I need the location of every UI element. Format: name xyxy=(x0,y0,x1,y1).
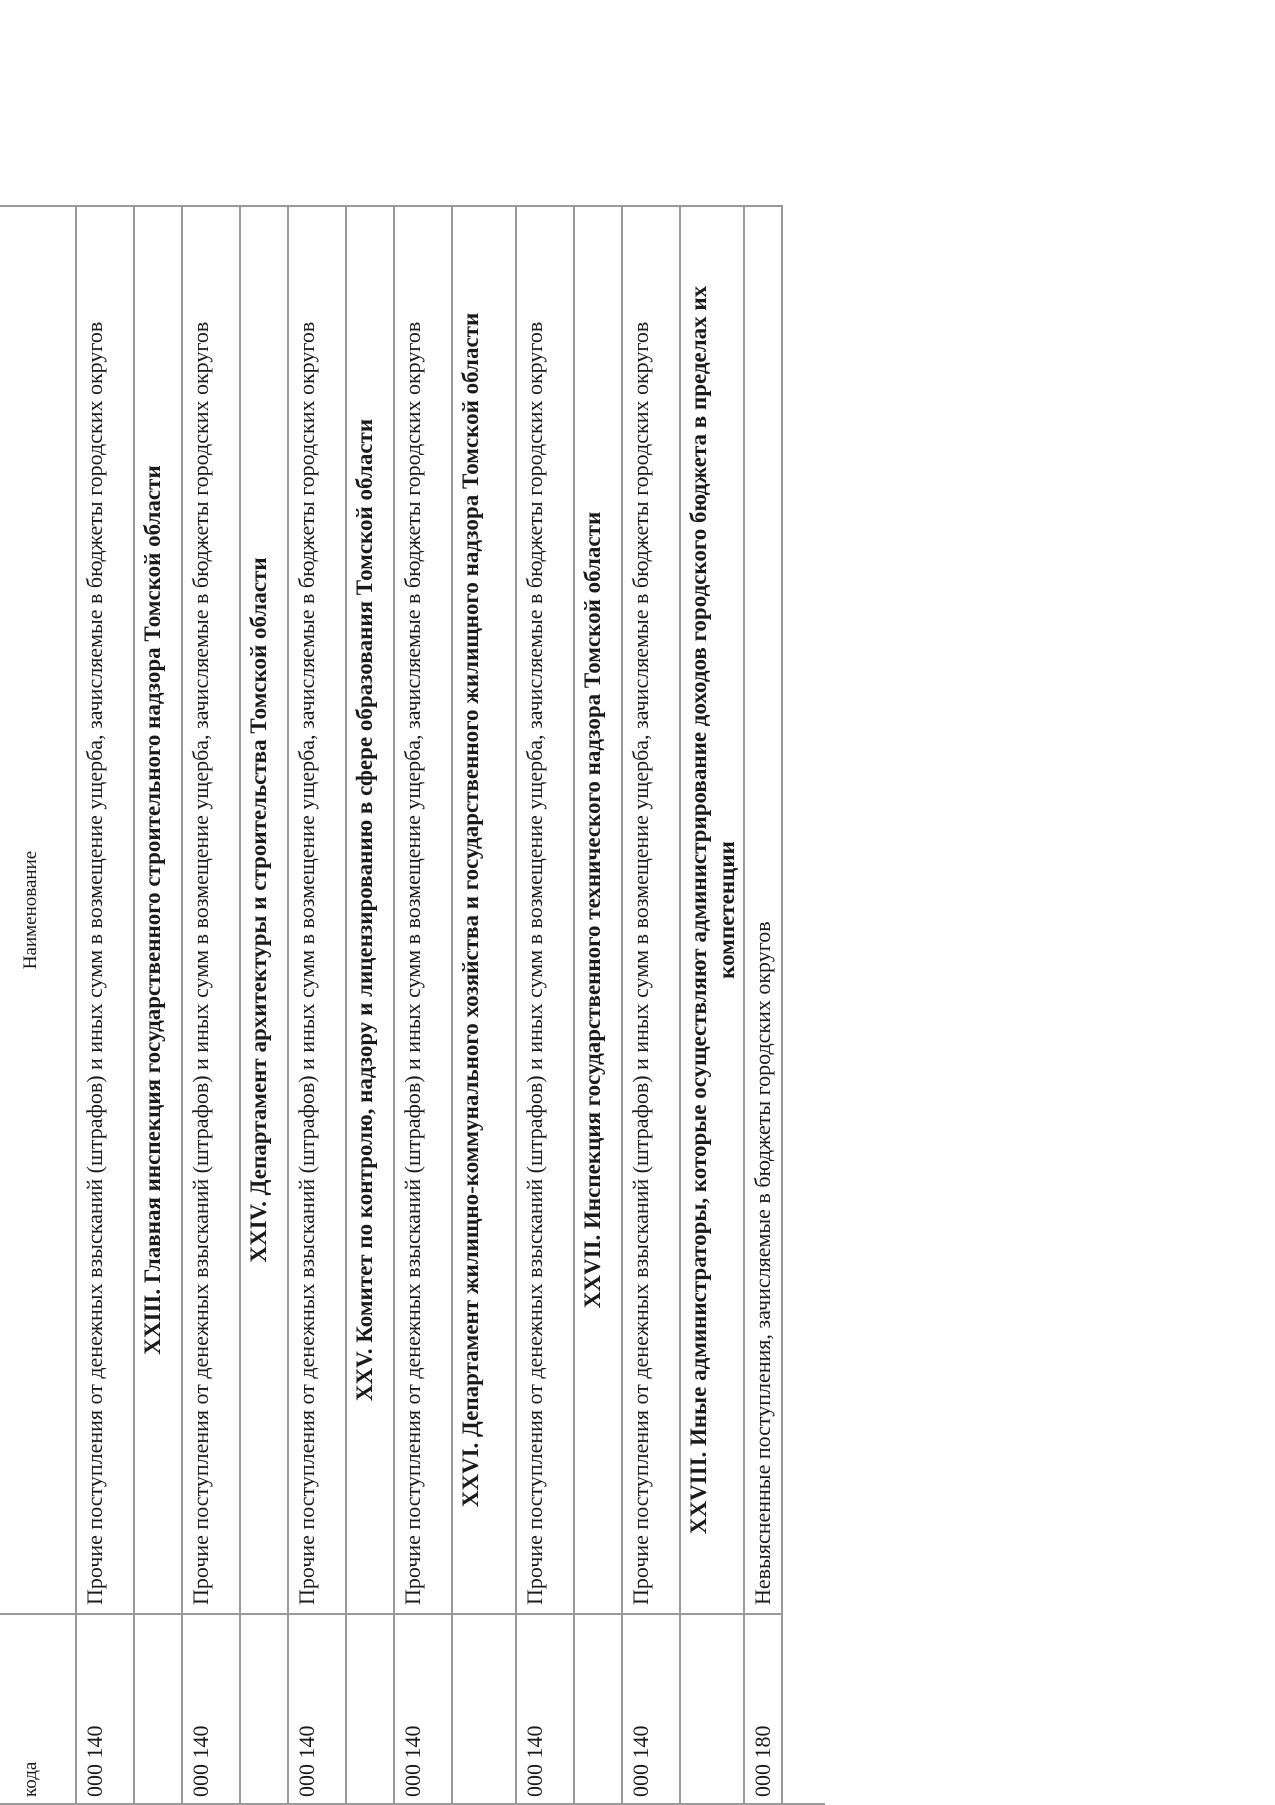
code-cell xyxy=(575,1613,621,1803)
section-title: XXV. Комитет по контролю, надзору и лицензированию в сфере образования Томской области xyxy=(352,418,377,1402)
section-title: XXVI. Департамент жилищно-коммунального хозяйства и государственного жилищного надзора Томской области xyxy=(458,312,483,1508)
code-value: 000 140 xyxy=(82,1725,107,1797)
header-name-label: Наименование xyxy=(20,850,42,970)
name-cell xyxy=(183,205,239,1613)
code-cell xyxy=(135,1613,181,1803)
name-cell xyxy=(77,205,133,1613)
table-grid xyxy=(0,205,825,1803)
code-value: 000 140 xyxy=(628,1725,653,1797)
section-heading-row xyxy=(575,205,623,1803)
code-value: 000 180 xyxy=(750,1725,775,1797)
code-value: 000 140 xyxy=(294,1725,319,1797)
code-cell xyxy=(77,1613,133,1803)
section-title-cell xyxy=(453,205,515,1613)
name-text: Прочие поступления от денежных взысканий (штрафов) и иных сумм в возмещение ущерба, зачисляемые в бюджеты городских округов xyxy=(522,321,547,1605)
section-title: XXIII. Главная инспекция государственного строительного надзора Томской области xyxy=(140,465,165,1355)
name-text: Прочие поступления от денежных взысканий (штрафов) и иных сумм в возмещение ущерба, зачисляемые в бюджеты городских округов xyxy=(628,321,653,1605)
code-cell xyxy=(517,1613,573,1803)
table-header-row xyxy=(0,205,77,1803)
section-title-cell xyxy=(135,205,181,1613)
section-title: XXVII. Инспекция государственного технического надзора Томской области xyxy=(580,511,605,1309)
table-row xyxy=(395,205,453,1803)
table-row xyxy=(745,205,783,1803)
name-text: Прочие поступления от денежных взысканий (штрафов) и иных сумм в возмещение ущерба, зачисляемые в бюджеты городских округов xyxy=(82,321,107,1605)
name-text: Прочие поступления от денежных взысканий (штрафов) и иных сумм в возмещение ущерба, зачисляемые в бюджеты городских округов xyxy=(188,321,213,1605)
name-cell xyxy=(517,205,573,1613)
section-heading-row xyxy=(453,205,517,1803)
section-title: XXVIII. Иные администраторы, которые осуществляют администрирование доходов городского бюджета в пределах их компетенции xyxy=(686,285,739,1535)
revenue-table xyxy=(0,205,825,1805)
name-cell xyxy=(395,205,451,1613)
header-code-label: кода xyxy=(20,1761,42,1797)
code-cell xyxy=(623,1613,679,1803)
code-cell xyxy=(347,1613,393,1803)
table-row xyxy=(517,205,575,1803)
name-cell xyxy=(623,205,679,1613)
header-code-cell xyxy=(0,1613,75,1803)
section-title: XXIV. Департамент архитектуры и строительства Томской области xyxy=(246,557,271,1263)
section-heading-row xyxy=(681,205,745,1803)
section-title-cell xyxy=(681,205,743,1613)
code-cell xyxy=(241,1613,287,1803)
name-text: Прочие поступления от денежных взысканий (штрафов) и иных сумм в возмещение ущерба, зачисляемые в бюджеты городских округов xyxy=(400,321,425,1605)
section-heading-row xyxy=(347,205,395,1803)
code-cell xyxy=(745,1613,781,1803)
code-cell xyxy=(453,1613,515,1803)
header-name-cell xyxy=(0,205,75,1613)
table-row xyxy=(289,205,347,1803)
table-row xyxy=(183,205,241,1803)
section-heading-row xyxy=(241,205,289,1803)
name-text: Невыясненные поступления, зачисляемые в бюджеты городских округов xyxy=(750,921,775,1605)
code-cell xyxy=(183,1613,239,1803)
code-cell xyxy=(289,1613,345,1803)
name-cell xyxy=(745,205,781,1613)
section-title-cell xyxy=(575,205,621,1613)
section-title-cell xyxy=(347,205,393,1613)
table-row xyxy=(623,205,681,1803)
code-value: 000 140 xyxy=(400,1725,425,1797)
code-cell xyxy=(681,1613,743,1803)
section-title-cell xyxy=(241,205,287,1613)
code-value: 000 140 xyxy=(188,1725,213,1797)
code-cell xyxy=(395,1613,451,1803)
code-value: 000 140 xyxy=(522,1725,547,1797)
name-text: Прочие поступления от денежных взысканий (штрафов) и иных сумм в возмещение ущерба, зачисляемые в бюджеты городских округов xyxy=(294,321,319,1605)
section-heading-row xyxy=(135,205,183,1803)
table-row xyxy=(77,205,135,1803)
name-cell xyxy=(289,205,345,1613)
